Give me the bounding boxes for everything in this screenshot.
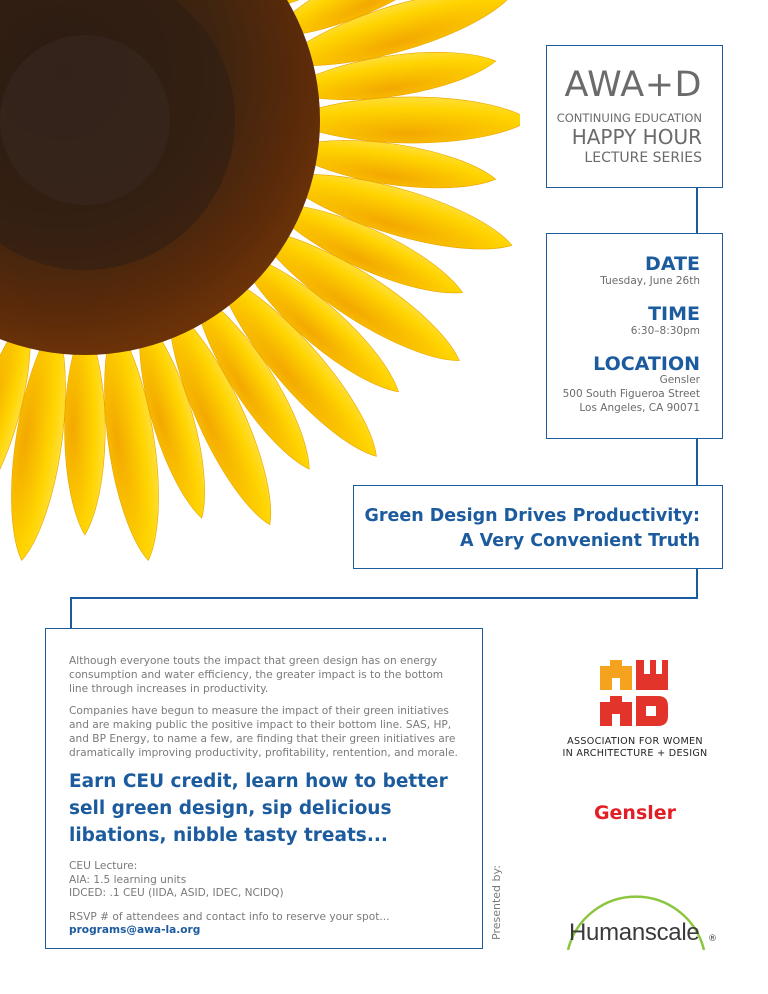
awad-logo-icon <box>600 660 668 726</box>
ceu-line: CEU Lecture: <box>69 859 138 872</box>
awad-org-line: IN ARCHITECTURE + DESIGN <box>562 748 708 760</box>
connector-line <box>696 569 698 598</box>
humanscale-logo: Humanscale <box>569 919 700 946</box>
registered-mark: ® <box>708 934 717 944</box>
connector-line <box>696 188 698 233</box>
rsvp-email-link[interactable]: programs@awa-la.org <box>69 924 201 937</box>
ceu-line: AIA: 1.5 learning units <box>69 873 187 886</box>
time-value: 6:30–8:30pm <box>630 324 700 337</box>
date-heading: DATE <box>645 253 700 275</box>
location-line: Los Angeles, CA 90071 <box>579 402 700 415</box>
connector-line <box>696 439 698 485</box>
location-line: Gensler <box>659 374 700 387</box>
series-subtitle-continuing-education: CONTINUING EDUCATION <box>556 111 702 125</box>
rsvp-text: RSVP # of attendees and contact info to reserve your spot... <box>69 911 390 924</box>
location-heading: LOCATION <box>593 352 700 375</box>
series-title: AWA+D <box>564 65 702 105</box>
series-header-box <box>546 45 723 188</box>
call-to-action-heading: Earn CEU credit, learn how to better sell green design, sip delicious libations, nibble tasty treats... <box>69 771 448 846</box>
description-paragraph: Although everyone touts the impact that green design has on energy consumption and water efficiency, the greater impact is to the bottom line through increases in productivity. <box>69 655 444 695</box>
presented-by-label: Presented by: <box>490 865 503 940</box>
series-subtitle-happy-hour: HAPPY HOUR <box>571 125 702 149</box>
awad-organization-name <box>555 736 715 761</box>
gensler-logo: Gensler <box>593 802 677 824</box>
date-value: Tuesday, June 26th <box>600 274 700 287</box>
location-line: 500 South Figueroa Street <box>562 388 700 401</box>
awad-org-line: ASSOCIATION FOR WOMEN <box>567 736 703 747</box>
connector-line <box>70 597 698 599</box>
connector-line <box>70 597 72 628</box>
lecture-title-box <box>353 485 723 569</box>
description-paragraph: Companies have begun to measure the impact of their green initiatives and are making public the positive impact to their bottom line. SAS, HP, and BP Energy, to name a few, are finding that their green initiatives are dramatically improving productivity, profitability, rentention, and morale. <box>69 705 458 759</box>
lecture-description-box <box>45 628 483 949</box>
lecture-title-line: A Very Convenient Truth <box>460 530 700 551</box>
ceu-line: IDCED: .1 CEU (IIDA, ASID, IDEC, NCIDQ) <box>69 887 284 900</box>
time-heading: TIME <box>648 302 700 325</box>
lecture-title-line: Green Design Drives Productivity: <box>364 506 700 526</box>
event-details-box <box>546 233 723 439</box>
sunflower-petal <box>285 97 520 143</box>
series-subtitle-lecture-series: LECTURE SERIES <box>584 150 702 166</box>
